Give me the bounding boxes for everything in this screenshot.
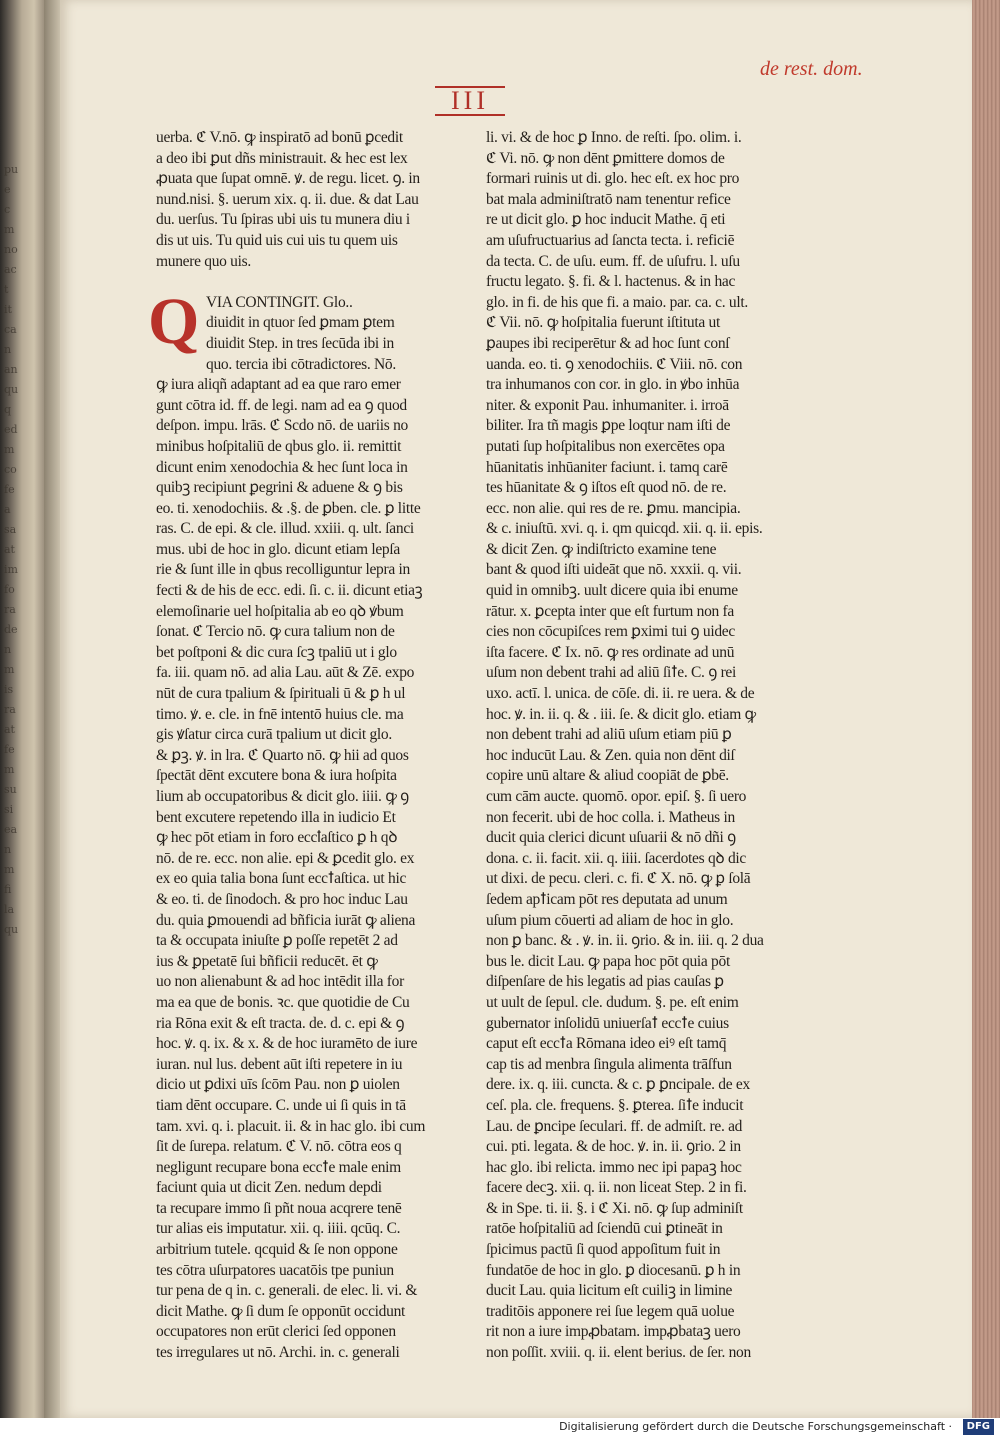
page-edges: [972, 0, 1000, 1418]
text-line: facere decꝫ. xii. q. ii. non liceat Step. 2 in fi.: [486, 1179, 747, 1197]
text-line: uo non alienabunt & ad hoc intēdit illa for: [156, 973, 404, 991]
text-line: ducit Lau. quia licitum eſt cuiliꝫ in limine: [486, 1282, 733, 1300]
text-line: uſum pium cōuerti ad aliam de hoc in glo.: [486, 911, 734, 929]
text-line: ecc. non alie. qui res de re. ꝑmu. mancipia.: [486, 499, 741, 517]
text-line: ma ea que de bonis. ꝛc. que quotidie de Cu: [156, 993, 410, 1011]
text-line: ducit quia clerici dicunt uſuarii & nō dñi ꝯ: [486, 829, 736, 847]
text-line: hoc. ꝟ. in. ii. q. & . iii. ſe. & dicit glo. etiam ꝙ: [486, 705, 756, 723]
text-line: VIA CONTINGIT. Glo..: [206, 293, 353, 311]
text-line: ria Rōna exit & eſt tracta. de. d. c. epi & ꝯ: [156, 1014, 405, 1032]
text-line: tam. xvi. q. i. placuit. ii. & in hac glo. ibi cum: [156, 1117, 426, 1135]
text-line: ℭ Vii. nō. ꝙ hoſpitalia fuerunt iſtituta ut: [486, 314, 720, 332]
text-line: negligunt recupare bona eccꝉe male enim: [156, 1158, 401, 1176]
text-line: gunt cōtra id. ff. de legi. nam ad ea ꝯ quod: [156, 396, 407, 414]
text-line: da tecta. C. de uſu. eum. ff. de uſufru. l. uſu: [486, 252, 740, 270]
text-line: occupatores non erūt clerici ſed opponen: [156, 1323, 396, 1341]
text-line: quid in omnibꝫ. uult dicere quia ibi enume: [486, 582, 738, 600]
text-line: mus. ubi de hoc in glo. dicunt etiam lepſa: [156, 540, 400, 558]
text-line: rātur. x. ꝑcepta inter que eſt furtum non fa: [486, 602, 734, 620]
column-right-body: [486, 128, 776, 1364]
text-line: rit non a iure impꝓbatam. impꝓbataꝫ uero: [486, 1323, 741, 1341]
text-line: tes hūanitate & ꝯ iſtos eſt quod nō. de re.: [486, 479, 727, 497]
text-line: eo. ti. xenodochiis. & .§. de ꝑben. cle. ꝑ litte: [156, 499, 421, 517]
text-line: ratōe hoſpitaliū ad ſciendū cui ꝑtineāt in: [486, 1220, 723, 1238]
text-line: dere. ix. q. iii. cuncta. & c. ꝑ ꝑncipale. de ex: [486, 1076, 750, 1094]
text-line: lium ab occupatoribus & dicit glo. iiii. ꝙ ꝯ: [156, 788, 409, 805]
text-line: dona. c. ii. facit. xii. q. iiii. ſacerdotes qꝺ dic: [486, 849, 746, 867]
paragraph-gap: [156, 272, 444, 293]
text-line: ſit de ſurepa. relatum. ℭ V. nō. cōtra eos q: [156, 1138, 402, 1156]
text-line: cui. pti. legata. & de hoc. ꝟ. in. ii. ꝯrio. 2 in: [486, 1138, 741, 1156]
text-line: cap tis ad menbra ſingula alimenta trāſfun: [486, 1055, 732, 1073]
text-line: gubernator inſolidū uniuerſaꝉ eccꝉe cuius: [486, 1014, 729, 1032]
facing-page-text: pu e c m no ac t it ca n an qu q ed m co fe a sa at im fo ra de n m is ra at fe m su si ea n m fi la qu: [4, 163, 19, 936]
text-line: dicio ut ꝑdixi uīs ſcōm Pau. non ꝑ uiolen: [156, 1076, 400, 1094]
text-line: uanda. eo. ti. ꝯ xenodochiis. ℭ Viii. nō. con: [486, 355, 743, 373]
text-line: hoc inducūt Lau. & Zen. quia non dēnt diſ: [486, 746, 735, 764]
text-line: tes irregulares ut nō. Archi. in. c. generali: [156, 1344, 400, 1362]
text-line: fecti & de his de ecc. edi. ſi. c. ii. dicunt etiaꝫ: [156, 582, 423, 600]
text-line: rie & ſunt ille in qbus recolliguntur lepra in: [156, 561, 410, 579]
text-line: & ꝑꝫ. ꝟ. in lra. ℭ Quarto nō. ꝙ hii ad quos: [156, 746, 409, 764]
marginal-note: de rest. dom.: [760, 58, 863, 80]
text-line: ex eo quia talia bona ſunt eccꝉaſtica. ut hic: [156, 870, 407, 888]
footer-bar: [0, 1418, 1000, 1437]
text-line: traditōis apponere rei ſue legem quā uolue: [486, 1302, 735, 1320]
text-line: elemoſinarie uel hoſpitalia ab eo qꝺ ꝟbum: [156, 602, 404, 620]
text-column-right: [486, 128, 776, 1364]
text-line: cies non cōcupiſces rem ꝑximi tui ꝯ uidec: [486, 623, 735, 641]
text-line: & in Spe. ti. ii. §. i ℭ Xi. nō. ꝙ ſup adminiſt: [486, 1199, 743, 1217]
page-number: III: [435, 86, 505, 116]
text-line: a deo ibi ꝑut dñs ministrauit. & hec est lex: [156, 149, 408, 167]
text-line: bus le. dicit Lau. ꝙ papa hoc pōt quia pōt: [486, 952, 730, 970]
text-line: non poſſit. xviii. q. ii. elent berius. de ſer. non: [486, 1344, 751, 1362]
text-line: ut dixi. de pecu. cleri. c. fi. ℭ X. nō. ꝙ ꝑ ſolā: [486, 870, 751, 888]
text-line: tur alias eis imputatur. xii. q. iiii. qcūq. C.: [156, 1220, 401, 1238]
text-line: uxo. actī. l. unica. de cōſe. di. ii. re uera. & de: [486, 685, 755, 703]
text-line: hūanitatis inhūaniter faciunt. i. tamq carē: [486, 458, 728, 476]
text-line: biliter. Ira tñ magis ꝑpe loqtur nam iſti de: [486, 417, 731, 435]
text-line: non ꝑ banc. & . ꝟ. in. ii. ꝯrio. & in. iii. q. 2 dua: [486, 932, 764, 950]
text-line: ꝙ hec pōt etiam in foro eccꝉaſtico ꝑ h qꝺ: [156, 829, 398, 847]
text-line: du. uerſus. Tu ſpiras ubi uis tu munera diu i: [156, 211, 410, 229]
text-line: fundatōe de hoc in glo. ꝑ diocesanū. ꝑ h in: [486, 1261, 741, 1279]
text-line: timo. ꝟ. e. cle. in fnē intentō huius cle. ma: [156, 705, 404, 723]
text-line: bent excutere repetendo illa in iudicio Et: [156, 808, 396, 826]
text-line: ut uult de ſepul. cle. dudum. §. pe. eſt enim: [486, 993, 739, 1011]
drop-cap-paragraph: [148, 284, 444, 375]
drop-cap-lines: [156, 293, 444, 375]
text-line: ꝓuata que ſupat omnē. ꝟ. de regu. licet. ꝯ. in: [156, 170, 420, 188]
text-line: uſum non debent trahi ad aliū ſiꝉe. C. ꝯ rei: [486, 664, 737, 682]
text-line: diſpenſare de his legatis ad pias cauſas ꝑ: [486, 973, 724, 991]
text-line: diuidit Step. in tres ſecūda ibi in: [206, 334, 394, 352]
text-line: fructu legato. §. fi. & l. hactenus. & in hac: [486, 273, 736, 291]
column-left-intro: [156, 128, 444, 272]
text-line: & c. iniuſtū. xvi. q. i. qm quicqd. xii. q. ii. epis.: [486, 520, 763, 538]
text-line: ℭ Vi. nō. ꝙ non dēnt ꝑmittere domos de: [486, 149, 725, 167]
column-left-body: [156, 375, 444, 1364]
text-line: Lau. de ꝑncipe ſeculari. ff. de admiſt. re. ad: [486, 1117, 743, 1135]
drop-cap-initial: Q: [148, 284, 200, 358]
text-line: nūt de cura tpalium & ſpirituali ū & ꝑ h ul: [156, 685, 406, 703]
text-line: tes cōtra uſurpatores uacatōis tpe puniun: [156, 1261, 394, 1279]
text-line: diuidit in qtuor ſed ꝑmam ꝑtem: [206, 314, 395, 332]
text-line: minibus hoſpitaliū de qbus glo. ii. remittit: [156, 437, 402, 455]
text-line: ta recupare immo ſi pñt noua acqrere tenē: [156, 1199, 402, 1217]
text-line: putati ſup hoſpitalibus non exercētes opa: [486, 437, 725, 455]
text-line: bant & quod iſti uideāt que nō. xxxii. q. vii.: [486, 561, 742, 579]
funding-credit: Digitalisierung gefördert durch die Deutsche Forschungsgemeinschaft ·: [559, 1420, 952, 1433]
book-page: [60, 0, 972, 1418]
text-line: dicunt enim xenodochia & hec ſunt loca in: [156, 458, 408, 476]
text-line: ceſ. pla. cle. frequens. §. ꝑterea. ſiꝉe inducit: [486, 1096, 744, 1114]
text-line: non fecerit. ubi de hoc colla. i. Matheus in: [486, 808, 735, 826]
text-line: dicit Mathe. ꝙ ſi dum ſe opponūt occidunt: [156, 1302, 406, 1320]
text-line: tur pena de q in. c. generali. de elec. li. vi. &: [156, 1282, 418, 1300]
text-line: formari ruinis ut di. glo. hec eſt. ex hoc pro: [486, 170, 740, 188]
text-line: ras. C. de epi. & cle. illud. xxiii. q. ult. ſanci: [156, 520, 414, 538]
text-line: & dicit Zen. ꝙ indiſtricto examine tene: [486, 540, 717, 558]
text-line: glo. in fi. de his que fi. a maio. par. ca. c. ult.: [486, 293, 748, 311]
text-line: nund.nisi. §. uerum xix. q. ii. due. & dat Lau: [156, 190, 419, 208]
text-line: ius & ꝑpetatē ſui bñficii reducēt. ēt ꝙ: [156, 952, 378, 970]
text-line: du. quia ꝑmouendi ad bñficia iurāt ꝙ aliena: [156, 911, 416, 929]
text-line: ſonat. ℭ Tercio nō. ꝙ cura talium non de: [156, 623, 395, 641]
text-line: dis ut uis. Tu quid uis cui uis tu quem uis: [156, 231, 398, 249]
text-line: iſta facere. ℭ Ix. nō. ꝙ res ordinate ad unū: [486, 643, 735, 661]
text-line: ta & occupata iniuſte ꝑ poſſe repetēt 2 ad: [156, 932, 398, 950]
text-line: caput eſt eccꝉa Rōmana ideo eiꝰ eſt tamq̄: [486, 1035, 727, 1053]
text-line: iuran. nul lus. debent aūt iſti repetere in iu: [156, 1055, 403, 1073]
text-line: ſedem apꝉicam pōt res deputata ad unum: [486, 890, 728, 908]
text-column-left: [148, 128, 444, 1364]
text-line: deſpon. impu. lrās. ℭ Scdo nō. de uariis no: [156, 417, 408, 435]
text-line: munere quo uis.: [156, 252, 251, 270]
text-line: ſpectāt dēnt excutere bona & iura hoſpita: [156, 767, 397, 785]
text-line: niter. & exponit Pau. inhumaniter. i. irroā: [486, 396, 729, 414]
text-line: non debent trahi ad aliū uſum etiam piū ꝑ: [486, 726, 732, 744]
text-line: re ut dicit glo. ꝑ hoc inducit Mathe. q̄ eti: [486, 211, 726, 229]
text-line: gis ꝟſatur circa curā tpalium ut dicit glo.: [156, 726, 392, 744]
text-line: ꝙ iura aliqñ adaptant ad ea que raro emer: [156, 376, 401, 394]
text-line: hoc. ꝟ. q. ix. & x. & de hoc iuramēto de iure: [156, 1035, 418, 1053]
text-line: hac glo. ibi relicta. immo nec ipi papaꝫ hoc: [486, 1158, 742, 1176]
text-line: bat mala adminiſtratō nam tenentur refice: [486, 190, 731, 208]
text-line: faciunt quia ut dicit Zen. nedum depdi: [156, 1179, 382, 1197]
text-line: quo. tercia ibi cōtradictores. Nō.: [206, 355, 396, 373]
text-line: fa. iii. quam nō. ad alia Lau. aūt & Zē. expo: [156, 664, 415, 682]
text-line: & eo. ti. de ſinodoch. & pro hoc induc Lau: [156, 890, 408, 908]
text-line: uerba. ℭ V.nō. ꝙ inspiratō ad bonū ꝑcedit: [156, 129, 403, 146]
text-line: ſpicimus pactū ſi quod appoſitum fuit in: [486, 1241, 721, 1259]
facing-page-edge: [0, 0, 44, 1418]
text-line: arbitrium tutele. qcquid & ſe non oppone: [156, 1241, 398, 1259]
text-line: copire unū altare & aliud coopiāt de ꝑbē.: [486, 767, 729, 785]
text-line: cum cām aucte. quomō. opor. epiſ. §. ſi uero: [486, 788, 747, 805]
text-line: am uſufructuarius ad ſancta tecta. i. reficiē: [486, 231, 735, 249]
text-line: quibꝫ recipiunt ꝑegrini & aduene & ꝯ bis: [156, 479, 403, 497]
text-line: ꝑaupes ibi reciperētur & ad hoc ſunt conſ: [486, 334, 730, 352]
text-line: tra inhumanos con cor. in glo. in ꝟbo inhūa: [486, 376, 740, 394]
text-line: bet poſtponi & dic cura ſcꝫ tpaliū ut i glo: [156, 643, 397, 661]
text-line: tiam dēnt occupare. C. unde ui ſi quis in tā: [156, 1096, 406, 1114]
text-line: nō. de re. ecc. non alie. epi & ꝑcedit glo. ex: [156, 849, 415, 867]
dfg-logo: DFG: [963, 1419, 994, 1435]
text-line: li. vi. & de hoc ꝑ Inno. de reſti. ſpo. olim. i.: [486, 129, 742, 146]
